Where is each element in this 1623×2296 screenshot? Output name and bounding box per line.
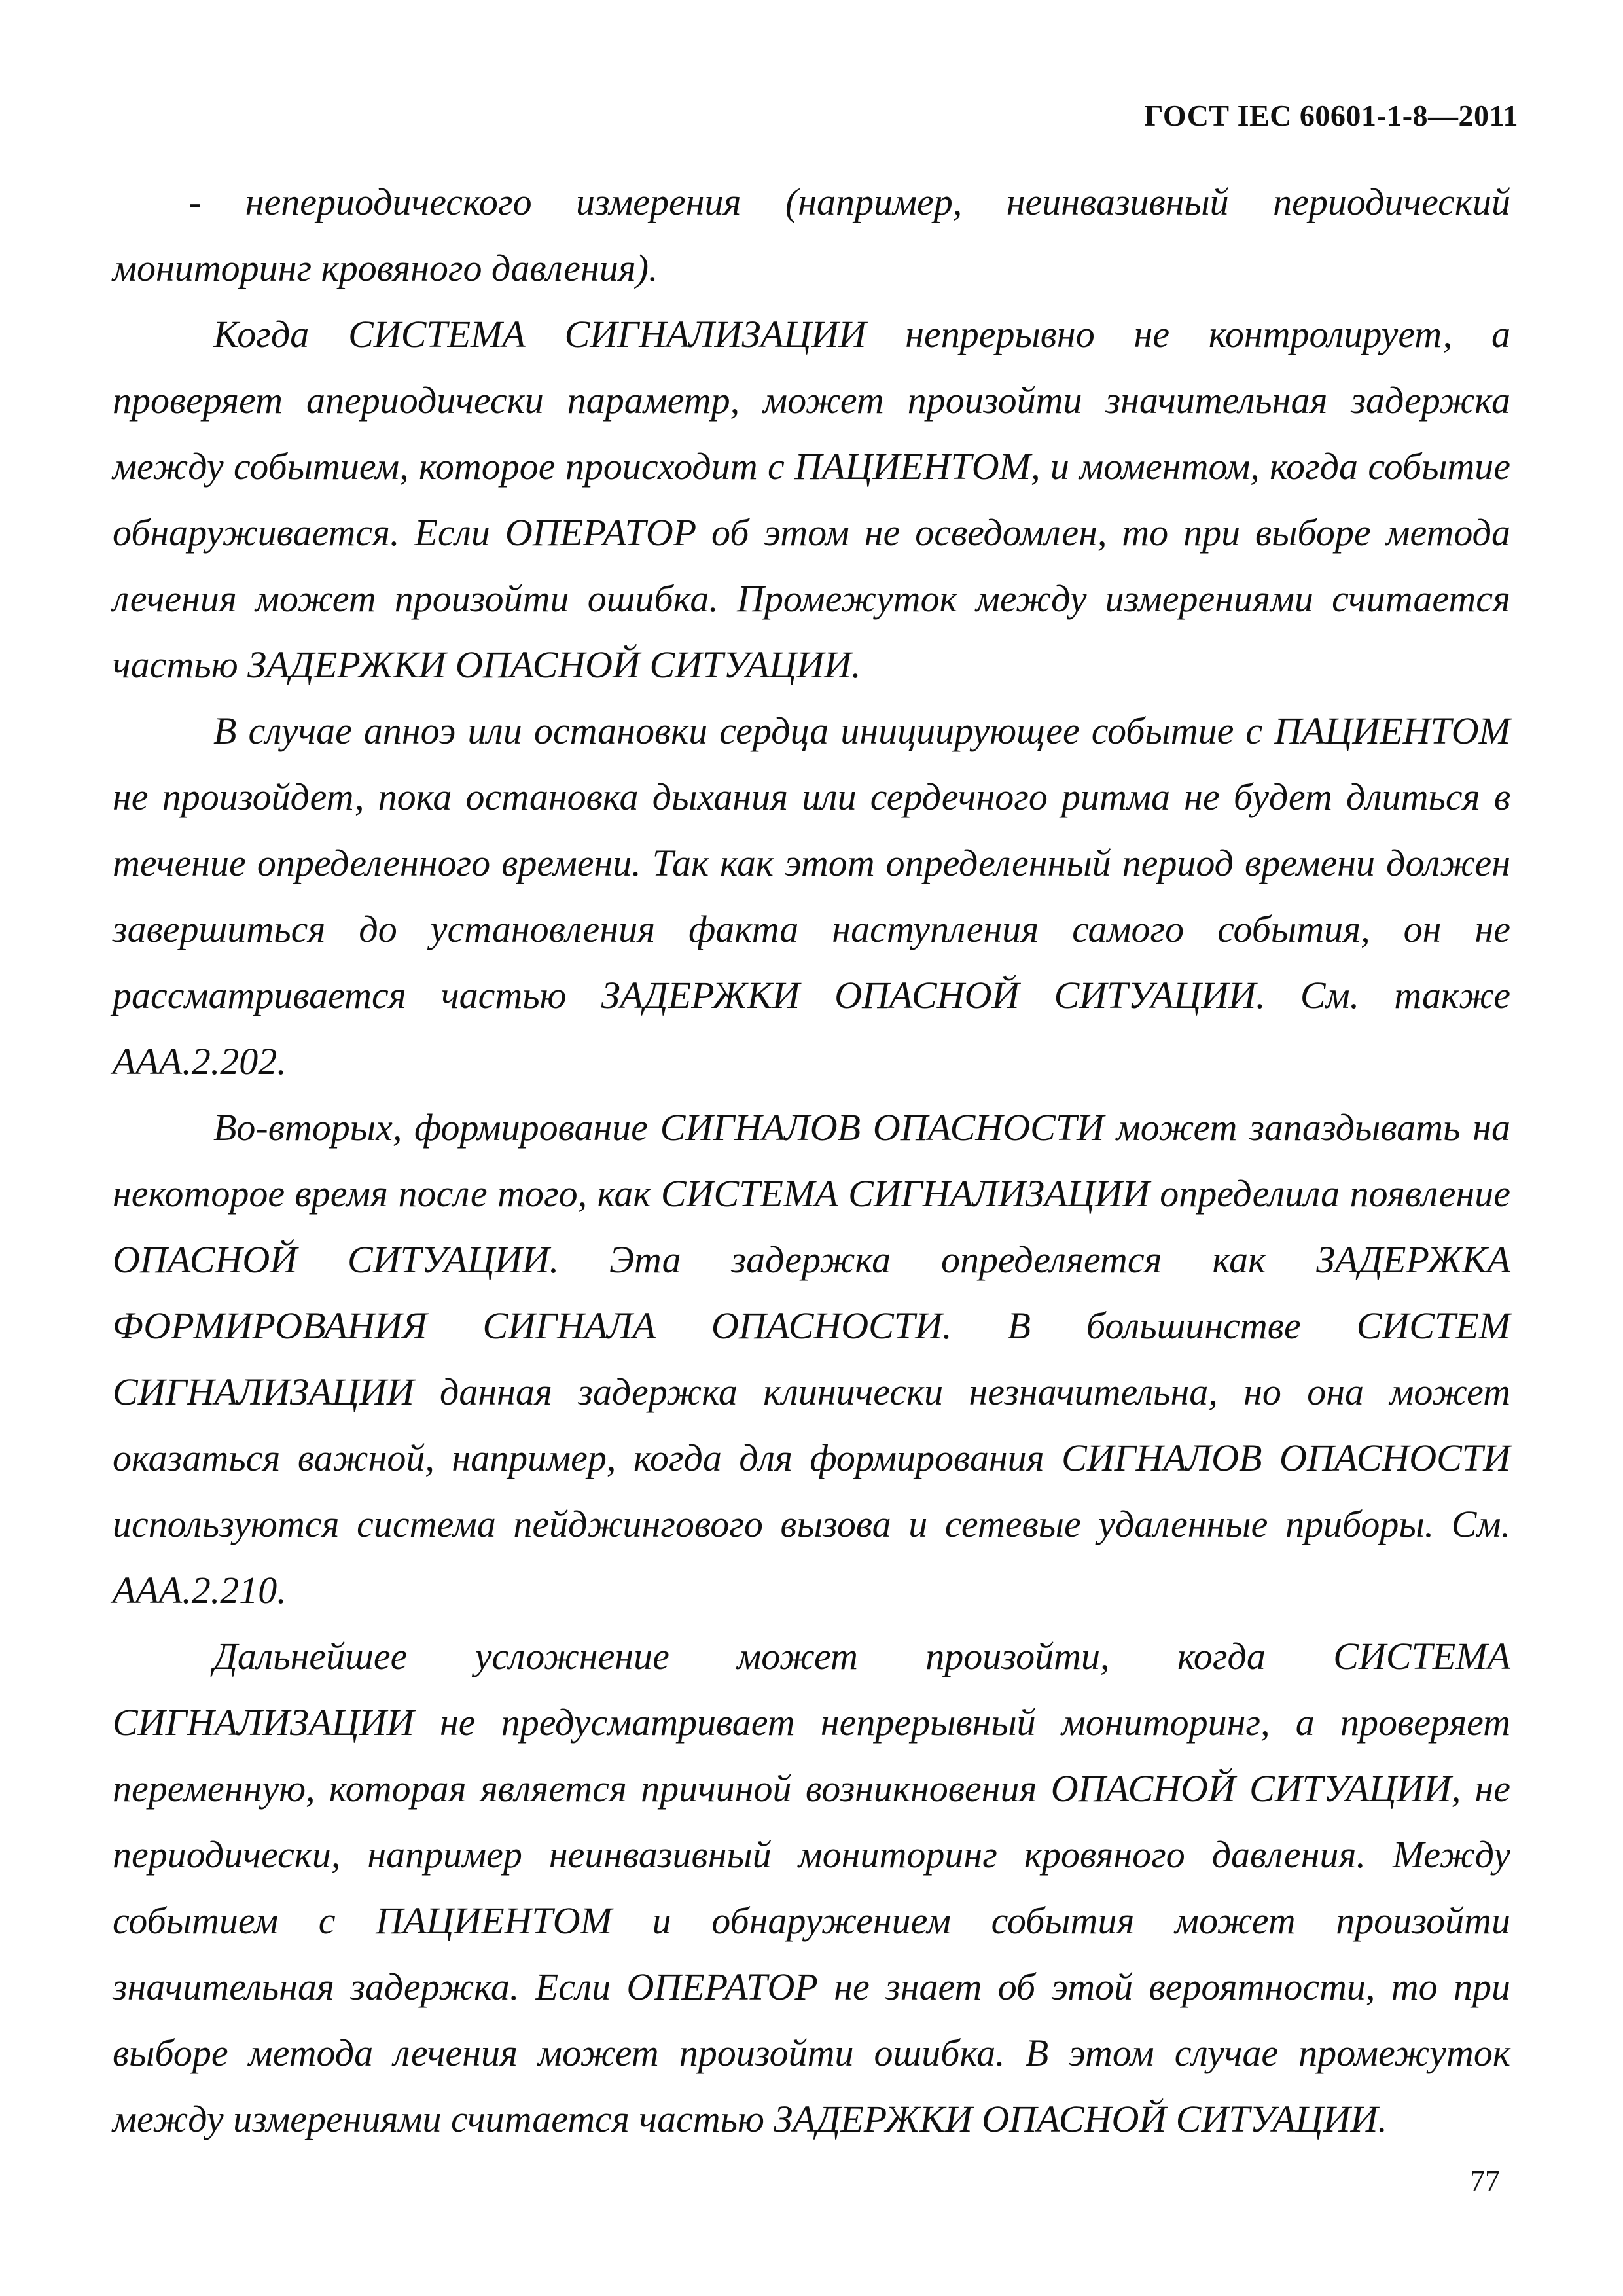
page-number: 77: [1470, 2164, 1500, 2197]
paragraph-1: - непериодического измерения (например, неинвазивный периодический мониторинг кровяного давления).: [113, 181, 1510, 289]
paragraph-4: Во-вторых, формирование СИГНАЛОВ ОПАСНОСТИ может запаздывать на некоторое время после того, как СИСТЕМА СИГНАЛИЗАЦИИ определила появление ОПАСНОЙ СИТУАЦИИ. Эта задержка определяется как ЗАДЕРЖКА ФОРМИРОВАНИЯ СИГНАЛА ОПАСНОСТИ. В большинстве СИСТЕМ СИГНАЛИЗАЦИИ данная задержка клинически незначительна, но она может оказаться важной, например, когда для формирования СИГНАЛОВ ОПАСНОСТИ используются система пейджингового вызова и сетевые удаленные приборы. См. ААА.2.210.: [113, 1106, 1510, 1611]
paragraph-3: В случае апноэ или остановки сердца инициирующее событие с ПАЦИЕНТОМ не произойдет, пока остановка дыхания или сердечного ритма не будет длиться в течение определенного времени. Так как этот определенный период времени должен завершиться до установления факта наступления самого события, он не рассматривается частью ЗАДЕРЖКИ ОПАСНОЙ СИТУАЦИИ. См. также ААА.2.202.: [113, 709, 1510, 1083]
paragraph-2: Когда СИСТЕМА СИГНАЛИЗАЦИИ непрерывно не контролирует, а проверяет апериодически параметр, может произойти значительная задержка между событием, которое происходит с ПАЦИЕНТОМ, и моментом, когда событие обнаруживается. Если ОПЕРАТОР об этом не осведомлен, то при выборе метода лечения может произойти ошибка. Промежуток между измерениями считается частью ЗАДЕРЖКИ ОПАСНОЙ СИТУАЦИИ.: [113, 313, 1510, 686]
document-body: [113, 169, 1510, 2152]
paragraph-5: Дальнейшее усложнение может произойти, когда СИСТЕМА СИГНАЛИЗАЦИИ не предусматривает непрерывный мониторинг, а проверяет переменную, которая является причиной возникновения ОПАСНОЙ СИТУАЦИИ, не периодически, например неинвазивный мониторинг кровяного давления. Между событием с ПАЦИЕНТОМ и обнаружением события может произойти значительная задержка. Если ОПЕРАТОР не знает об этой вероятности, то при выборе метода лечения может произойти ошибка. В этом случае промежуток между измерениями считается частью ЗАДЕРЖКИ ОПАСНОЙ СИТУАЦИИ.: [113, 1635, 1510, 2140]
document-header: ГОСТ IEC 60601-1-8—2011: [1144, 99, 1518, 132]
